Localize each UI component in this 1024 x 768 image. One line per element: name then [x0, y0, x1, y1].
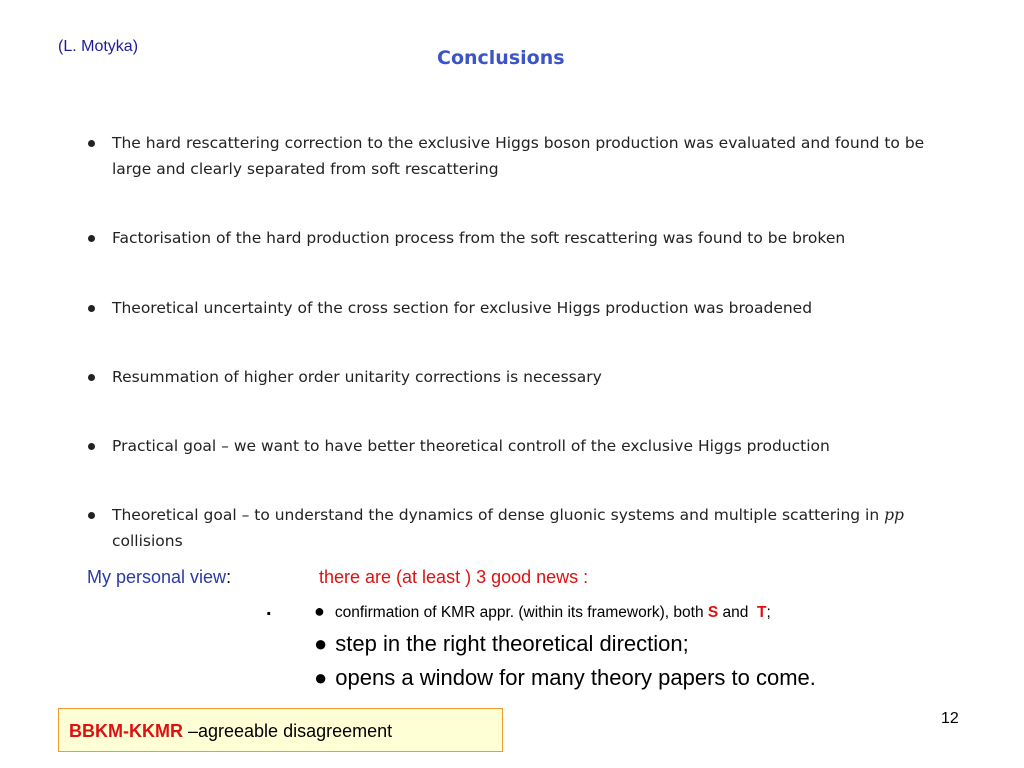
personal-view-label	[87, 567, 231, 588]
conclusion-text: Practical goal – we want to have better theoretical controll of the exclusive Higgs production	[112, 437, 830, 455]
and-text: and	[718, 604, 757, 621]
good-news-text: confirmation of KMR appr. (within its framework), both	[334, 604, 708, 621]
bullet-dot-icon: ●	[314, 601, 325, 621]
conclusion-item	[86, 130, 936, 182]
page-number: 12	[941, 710, 959, 727]
slide-title: Conclusions	[437, 47, 565, 69]
conclusion-text: Theoretical goal – to understand the dynamics of dense gluonic systems and multiple scattering in	[112, 506, 885, 524]
conclusion-item	[86, 295, 936, 321]
footer-text: –agreeable disagreement	[182, 721, 393, 741]
conclusion-text: Factorisation of the hard production process from the soft rescattering was found to be broken	[112, 229, 846, 247]
semicolon: ;	[766, 604, 771, 621]
bullet-dot-icon: ●	[314, 631, 328, 656]
conclusion-item	[86, 433, 936, 459]
good-news-item	[314, 631, 689, 657]
bullet-dot-icon: ●	[314, 665, 328, 690]
bullet-dot-icon	[88, 512, 95, 519]
pp-symbol: pp	[884, 506, 904, 524]
conclusion-text-end: collisions	[112, 532, 183, 550]
good-news-text: step in the right theoretical direction;	[335, 631, 689, 656]
stray-period: .	[266, 598, 272, 620]
bullet-dot-icon	[88, 305, 95, 312]
good-news-text: opens a window for many theory papers to come.	[335, 665, 816, 690]
conclusion-text: The hard rescattering correction to the exclusive Higgs boson production was evaluated and found to be large and clearly separated from soft rescattering	[112, 134, 925, 178]
bullet-dot-icon	[88, 374, 95, 381]
author-credit: (L. Motyka)	[58, 38, 139, 55]
good-news-item	[314, 601, 771, 622]
conclusion-item	[86, 502, 936, 554]
conclusion-text: Theoretical uncertainty of the cross section for exclusive Higgs production was broadened	[112, 299, 813, 317]
bullet-dot-icon	[88, 140, 95, 147]
symbol-s: S	[707, 604, 719, 621]
symbol-t: T	[757, 604, 767, 621]
bullet-dot-icon	[88, 235, 95, 242]
bullet-dot-icon	[88, 443, 95, 450]
footer-callout	[58, 708, 503, 752]
conclusion-item	[86, 225, 936, 251]
personal-view-label-text: My personal view	[87, 567, 227, 587]
good-news-item	[314, 665, 816, 691]
personal-view-colon: :	[226, 567, 232, 587]
footer-bold-text: BBKM-KKMR	[69, 721, 183, 741]
conclusion-item	[86, 364, 936, 390]
conclusion-text: Resummation of higher order unitarity corrections is necessary	[112, 368, 602, 386]
good-news-headline: there are (at least ) 3 good news :	[319, 567, 589, 587]
